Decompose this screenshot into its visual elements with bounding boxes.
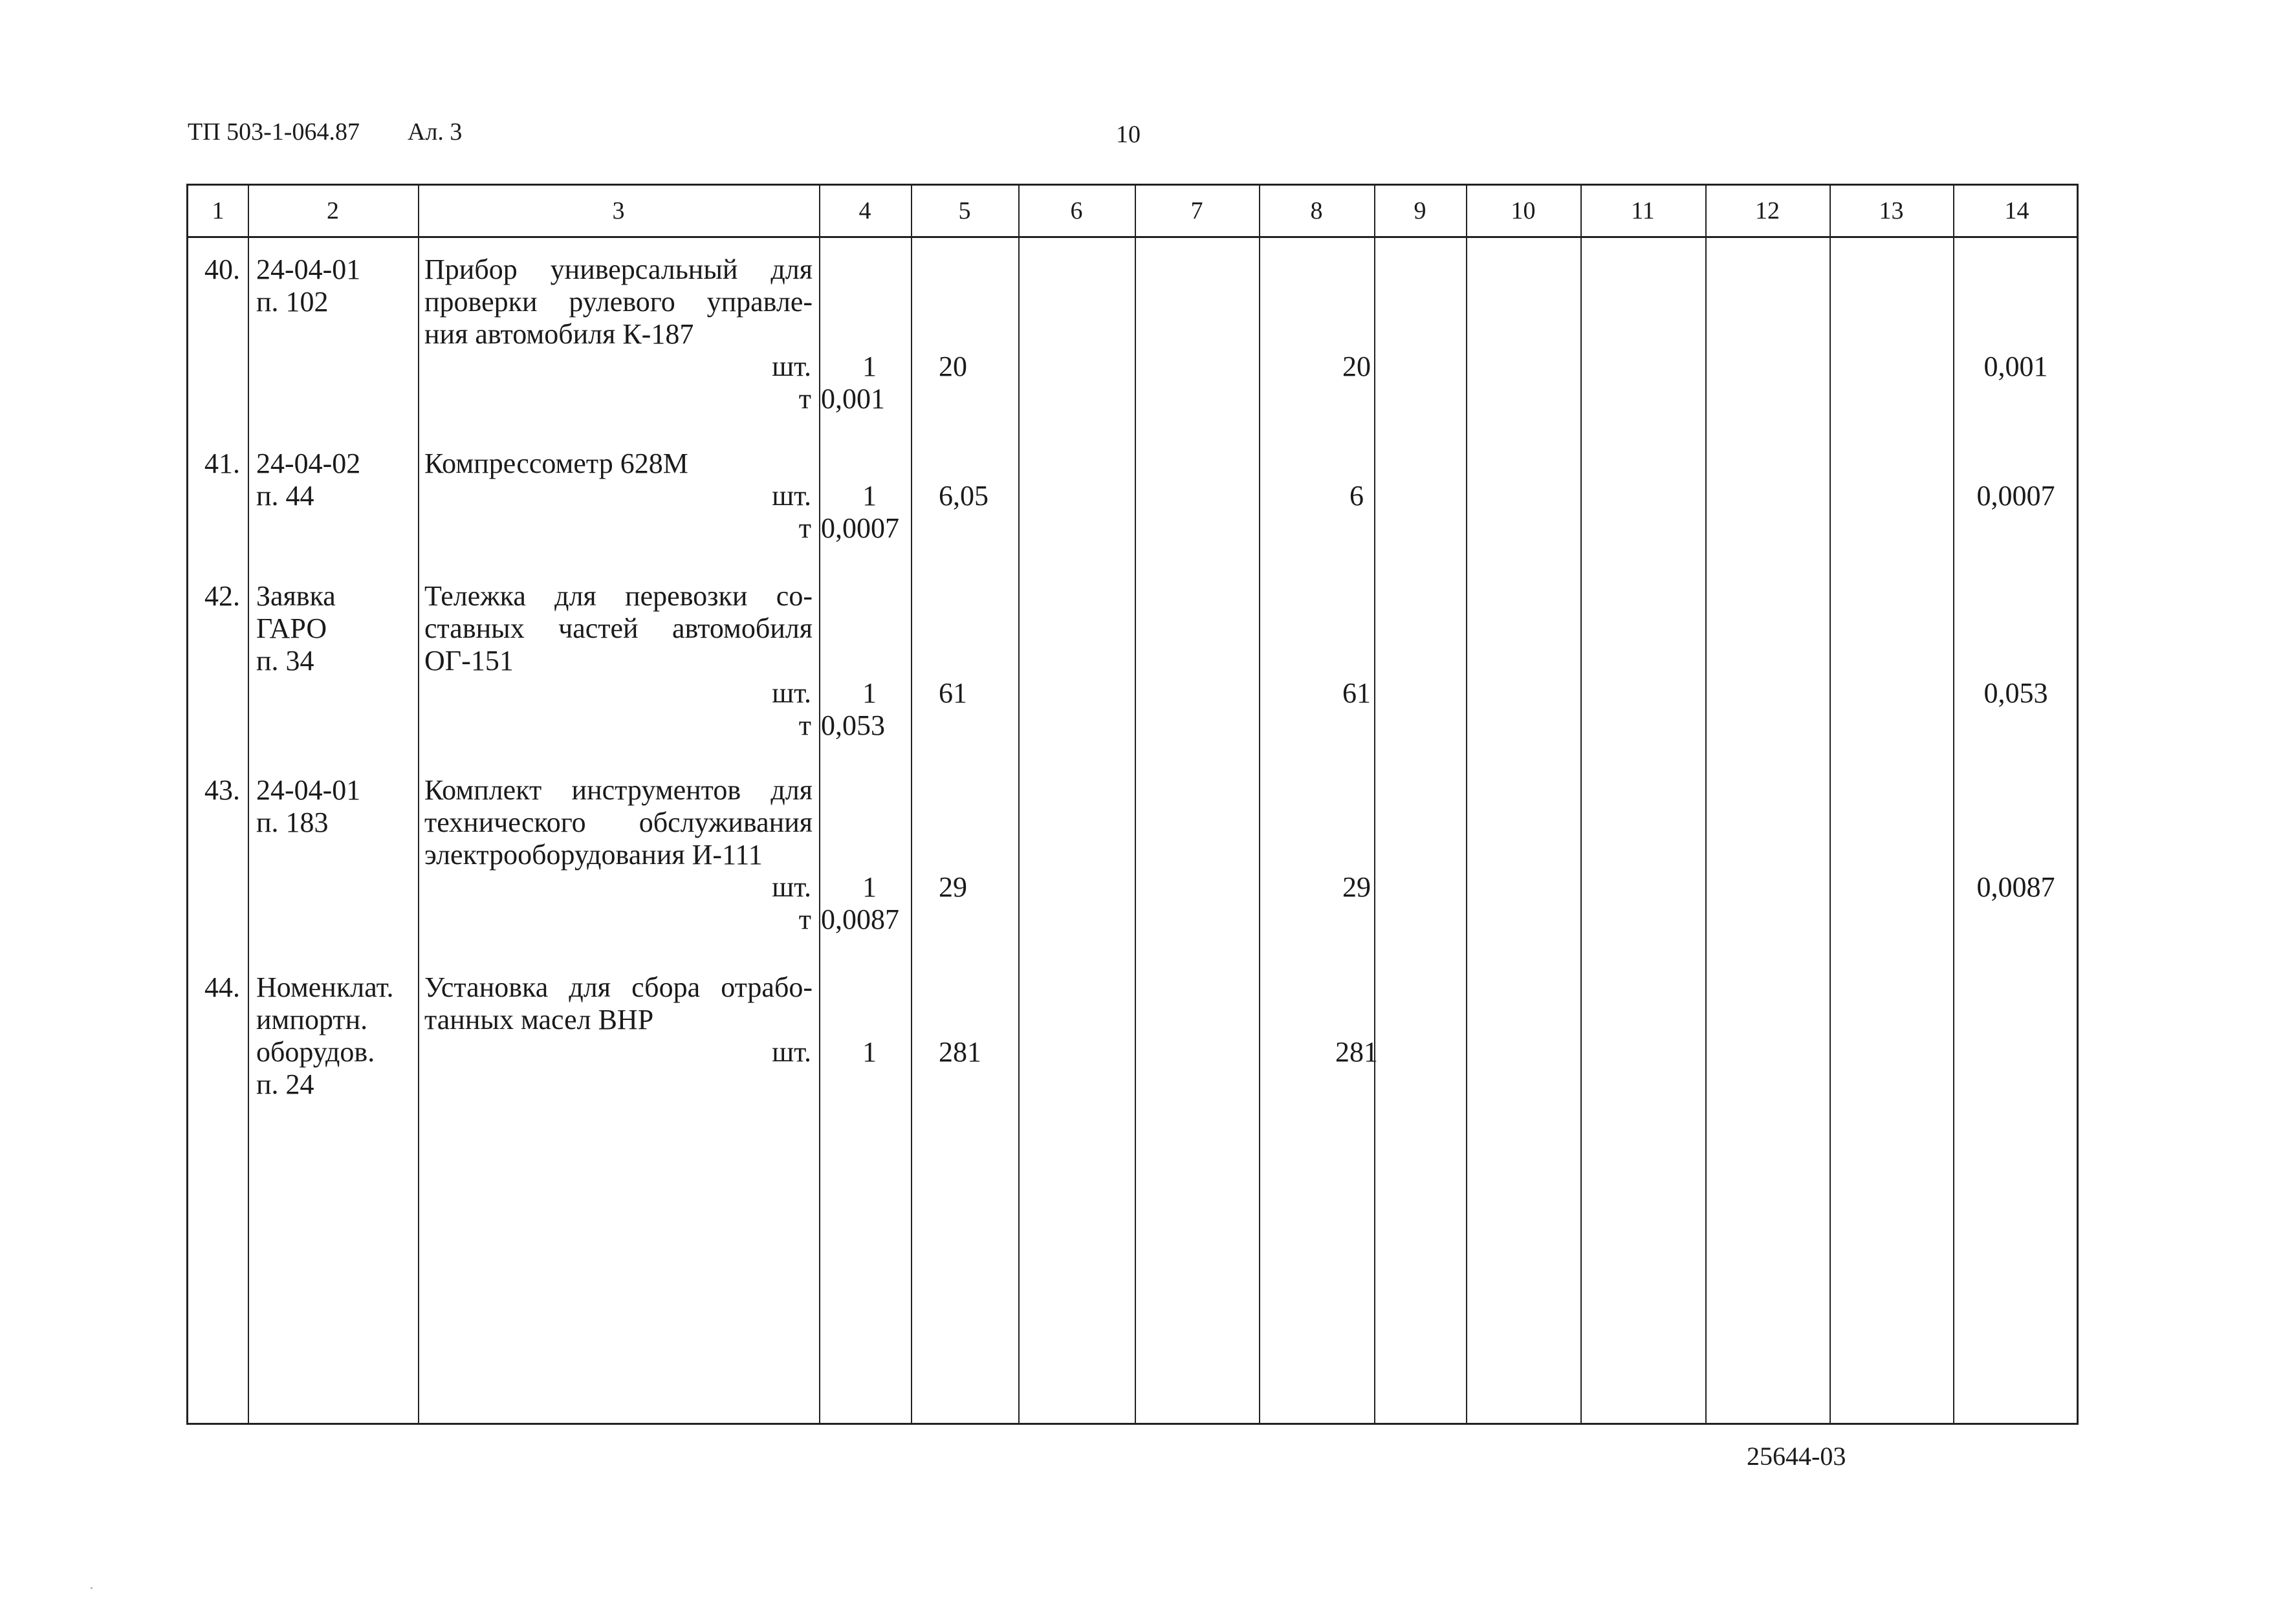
column-header-8: 8 (1310, 197, 1323, 224)
quantity: 1 (862, 1036, 877, 1068)
page-number: 10 (1116, 121, 1141, 148)
reference-line: п. 24 (256, 1068, 314, 1100)
item-name-line: Установка для сбора отрабо- (424, 971, 813, 1003)
item-name-line: Компрессометр 628М (424, 448, 688, 479)
item-name (424, 774, 813, 871)
column-5-value: 281 (939, 1036, 981, 1068)
weight-tonnes: 0,0087 (821, 904, 899, 935)
item-name-line: танных масел ВНР (424, 1004, 654, 1035)
column-5-value: 61 (939, 677, 967, 709)
column-14-value: 0,001 (1983, 351, 2048, 382)
reference-line: 24-04-02 (256, 448, 361, 479)
reference-line: оборудов. (256, 1036, 375, 1068)
column-8-value: 61 (1342, 677, 1371, 709)
reference-line: п. 102 (256, 286, 329, 318)
reference-line: 24-04-01 (256, 254, 361, 285)
column-header-4: 4 (858, 197, 871, 224)
weight-tonnes: 0,053 (821, 709, 885, 741)
reference-line: импортн. (256, 1004, 368, 1035)
reference-line: п. 183 (256, 807, 329, 838)
column-header-9: 9 (1414, 197, 1426, 224)
column-header-12: 12 (1755, 197, 1780, 224)
column-header-7: 7 (1190, 197, 1203, 224)
quantity: 1 (862, 351, 877, 382)
column-divider (1466, 186, 1467, 1423)
column-8-value: 6 (1349, 480, 1364, 512)
row-number: 41. (204, 448, 240, 479)
item-name-line: Комплект инструментов для (424, 774, 813, 806)
quantity: 1 (862, 871, 877, 903)
unit-pieces: шт. (772, 351, 811, 382)
sheet-code: 25644-03 (1747, 1442, 1846, 1471)
item-name-line: электрооборудования И-111 (424, 839, 763, 871)
row-number: 43. (204, 774, 240, 806)
weight-tonnes: 0,0007 (821, 512, 899, 544)
column-header-14: 14 (2004, 197, 2029, 224)
column-14-value: 0,053 (1983, 677, 2048, 709)
column-header-1: 1 (212, 197, 224, 224)
column-divider (1259, 186, 1260, 1423)
item-name-line: Тележка для перевозки со- (424, 580, 813, 612)
column-divider (1705, 186, 1707, 1423)
reference-line: п. 44 (256, 480, 314, 512)
column-5-value: 6,05 (939, 480, 989, 512)
quantity: 1 (862, 677, 877, 709)
document-code: ТП 503-1-064.87 (188, 118, 360, 146)
item-name-line: технического обслуживания (424, 807, 813, 838)
quantity: 1 (862, 480, 877, 512)
reference-line: ГАРО (256, 612, 327, 644)
unit-pieces: шт. (772, 480, 811, 512)
item-name (424, 254, 813, 351)
column-8-value: 20 (1342, 351, 1371, 382)
unit-tonnes: т (798, 709, 811, 741)
item-name-line: ставных частей автомобиля (424, 612, 813, 644)
column-5-value: 20 (939, 351, 967, 382)
unit-pieces: шт. (772, 1036, 811, 1068)
unit-pieces: шт. (772, 677, 811, 709)
item-name (424, 448, 813, 480)
column-8-value: 281 (1335, 1036, 1378, 1068)
weight-tonnes: 0,001 (821, 383, 885, 415)
reference-line: Номенклат. (256, 971, 394, 1003)
column-5-value: 29 (939, 871, 967, 903)
unit-tonnes: т (798, 383, 811, 415)
row-number: 42. (204, 580, 240, 612)
column-header-5: 5 (958, 197, 971, 224)
column-8-value: 29 (1342, 871, 1371, 903)
unit-tonnes: т (798, 904, 811, 935)
reference-line: Заявка (256, 580, 336, 612)
scan-speck (91, 1587, 93, 1589)
item-name-line: Прибор универсальный для (424, 254, 813, 285)
column-divider (1135, 186, 1136, 1423)
unit-pieces: шт. (772, 871, 811, 903)
column-header-10: 10 (1511, 197, 1536, 224)
item-name-line: ния автомобиля К-187 (424, 318, 694, 350)
column-header-11: 11 (1631, 197, 1655, 224)
column-14-value: 0,0087 (1976, 871, 2055, 903)
item-name (424, 580, 813, 677)
reference-line: 24-04-01 (256, 774, 361, 806)
specification-table (186, 184, 2079, 1425)
reference-line: п. 34 (256, 645, 314, 677)
item-name-line: проверки рулевого управле- (424, 286, 813, 318)
column-divider (418, 186, 419, 1423)
column-divider (1580, 186, 1582, 1423)
row-number: 44. (204, 971, 240, 1003)
column-divider (819, 186, 820, 1423)
column-divider (1018, 186, 1020, 1423)
column-header-13: 13 (1879, 197, 1904, 224)
column-divider (248, 186, 249, 1423)
column-14-value: 0,0007 (1976, 480, 2055, 512)
column-header-2: 2 (327, 197, 339, 224)
row-number: 40. (204, 254, 240, 285)
item-name (424, 971, 813, 1036)
item-name-line: ОГ-151 (424, 645, 514, 677)
table-header-row (188, 186, 2077, 238)
column-header-3: 3 (612, 197, 625, 224)
column-divider (1830, 186, 1831, 1423)
album-label: Ал. 3 (408, 118, 463, 146)
column-header-6: 6 (1070, 197, 1083, 224)
unit-tonnes: т (798, 512, 811, 544)
